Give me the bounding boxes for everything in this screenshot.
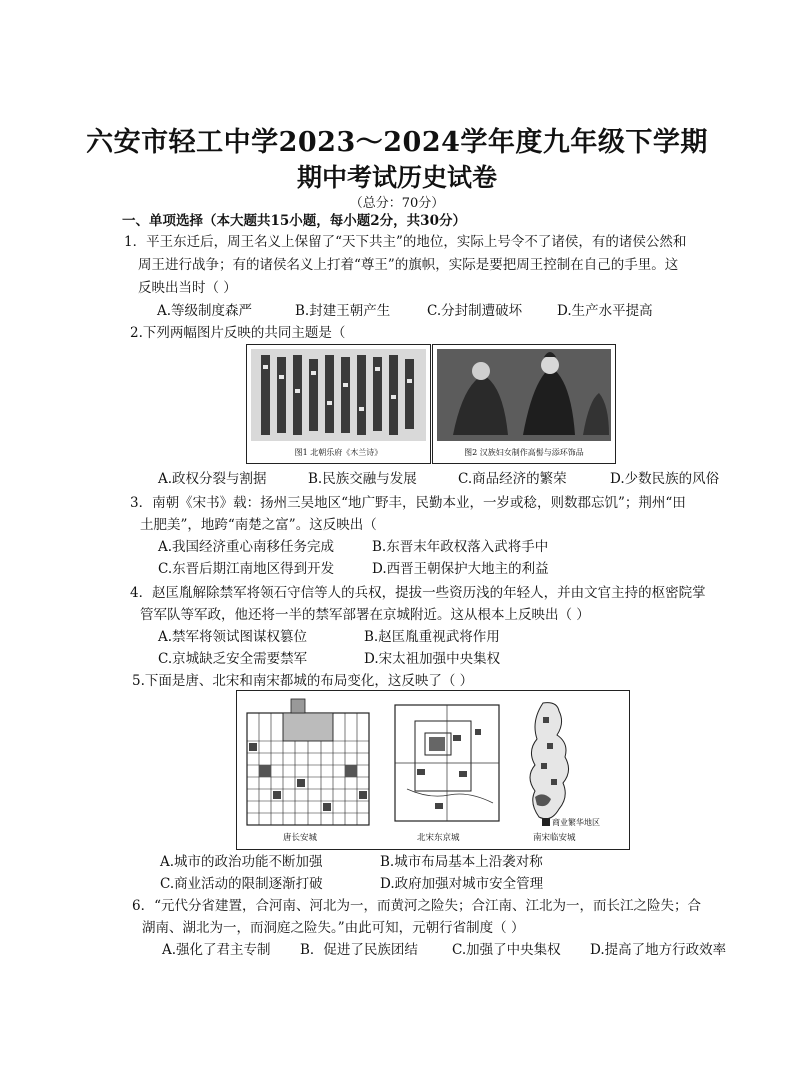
section-heading: 一、单项选择（本大题共15小题，每小题2分，共30分）: [122, 213, 466, 229]
q4-option-c[interactable]: C.京城缺乏安全需要禁军: [158, 651, 308, 667]
q5-options-row1: [160, 853, 660, 871]
q4-stem-line1: 4．赵匡胤解除禁军将领石守信等人的兵权，提拔一些资历浅的年轻人，并由文官主持的枢密院掌: [130, 585, 706, 601]
song-dongjing-map: [389, 699, 505, 827]
q4-option-a[interactable]: A.禁军将领试图谋权篡位: [158, 629, 308, 645]
q2-option-a[interactable]: A.政权分裂与割据: [158, 471, 267, 487]
q3-option-d[interactable]: D.西晋王朝保护大地主的利益: [372, 561, 549, 577]
q4-stem-line2: 管军队等军政，他还将一半的禁军部署在京城附近。这从根本上反映出（ ）: [140, 607, 590, 623]
legend-label: 商业繁华地区: [552, 818, 600, 827]
q4-option-b[interactable]: B.赵匡胤重视武将作用: [364, 629, 500, 645]
song-dongjing-caption: 北宋东京城: [417, 833, 460, 843]
q2-figure-2-caption: 图2 汉族妇女制作高髻与添环饰品: [464, 448, 584, 457]
q6-stem-line2: 湖南、湖北为一，而洞庭之险失。”由此可知，元朝行省制度（ ）: [142, 920, 525, 936]
q3-options-row1: [158, 538, 658, 556]
q6-option-b[interactable]: B．促进了民族团结: [300, 942, 418, 958]
q2-option-b[interactable]: B.民族交融与发展: [308, 471, 417, 487]
q2-figure-2: [432, 344, 616, 464]
q2-stem: 2.下列两幅图片反映的共同主题是（: [130, 325, 346, 341]
q3-stem-line2: 土肥美”，地跨“南楚之富”。这反映出（: [140, 517, 377, 533]
q1-options: [157, 302, 717, 320]
tang-changan-caption: 唐长安城: [283, 833, 318, 843]
tang-changan-map: [243, 695, 373, 827]
q2-option-c[interactable]: C.商品经济的繁荣: [458, 471, 567, 487]
q5-option-b[interactable]: B.城市布局基本上沿袭对称: [380, 854, 543, 870]
q5-option-d[interactable]: D.政府加强对城市安全管理: [380, 876, 544, 892]
q2-figure-1: [246, 344, 431, 464]
q5-option-a[interactable]: A.城市的政治功能不断加强: [160, 854, 323, 870]
song-linan-map: [521, 699, 581, 827]
q1-option-c[interactable]: C.分封制遭破坏: [427, 303, 523, 319]
q2-figure-1-caption: 图1 北朝乐府《木兰诗》: [294, 448, 383, 457]
q5-stem: 5.下面是唐、北宋和南宋都城的布局变化，这反映了（ ）: [132, 673, 474, 689]
total-score: （总分：70分）: [349, 196, 445, 211]
q1-stem-line2: 周王进行战争；有的诸侯名义上打着“尊王”的旗帜，实际是要把周王控制在自己的手里。这: [138, 257, 679, 273]
q2-options: [158, 470, 738, 488]
q6-option-d[interactable]: D.提高了地方行政效率: [590, 942, 727, 958]
q4-options-row1: [158, 628, 658, 646]
q1-option-a[interactable]: A.等级制度森严: [157, 303, 253, 319]
q4-option-d[interactable]: D.宋太祖加强中央集权: [364, 651, 501, 667]
q5-option-c[interactable]: C.商业活动的限制逐渐打破: [160, 876, 323, 892]
q4-options-row2: [158, 650, 658, 668]
q1-option-d[interactable]: D.生产水平提高: [557, 303, 653, 319]
q6-option-a[interactable]: A.强化了君主专制: [162, 942, 271, 958]
women-hairstyle-image: [433, 345, 615, 445]
mulan-poem-image: [247, 345, 430, 445]
q1-stem-line1: 1．平王东迁后，周王名义上保留了“天下共主”的地位，实际上号令不了诸侯，有的诸侯公然和: [124, 234, 687, 250]
q2-option-d[interactable]: D.少数民族的风俗: [610, 471, 720, 487]
q6-options: [162, 941, 742, 959]
song-linan-caption: 南宋临安城: [533, 833, 576, 843]
q5-options-row2: [160, 875, 660, 893]
legend-swatch: [542, 818, 550, 826]
q1-option-b[interactable]: B.封建王朝产生: [295, 303, 391, 319]
q3-stem-line1: 3．南朝《宋书》载：扬州三吴地区“地广野丰，民勤本业，一岁或稔，则数郡忘饥”；荆州“田: [130, 495, 686, 511]
q6-option-c[interactable]: C.加强了中央集权: [452, 942, 561, 958]
q3-option-c[interactable]: C.东晋后期江南地区得到开发: [158, 561, 335, 577]
q3-option-a[interactable]: A.我国经济重心南移任务完成: [158, 539, 335, 555]
q5-map-figure: [236, 690, 630, 850]
exam-title-line1: 六安市轻工中学2023～2024学年度九年级下学期: [86, 127, 708, 158]
q6-stem-line1: 6．“元代分省建置，合河南、河北为一，而黄河之险失；合江南、江北为一，而长江之险失；合: [132, 898, 701, 914]
q3-option-b[interactable]: B.东晋末年政权落入武将手中: [372, 539, 549, 555]
q3-options-row2: [158, 560, 658, 578]
exam-title-line2: 期中考试历史试卷: [296, 163, 497, 192]
q1-stem-line3: 反映出当时（ ）: [138, 280, 237, 296]
